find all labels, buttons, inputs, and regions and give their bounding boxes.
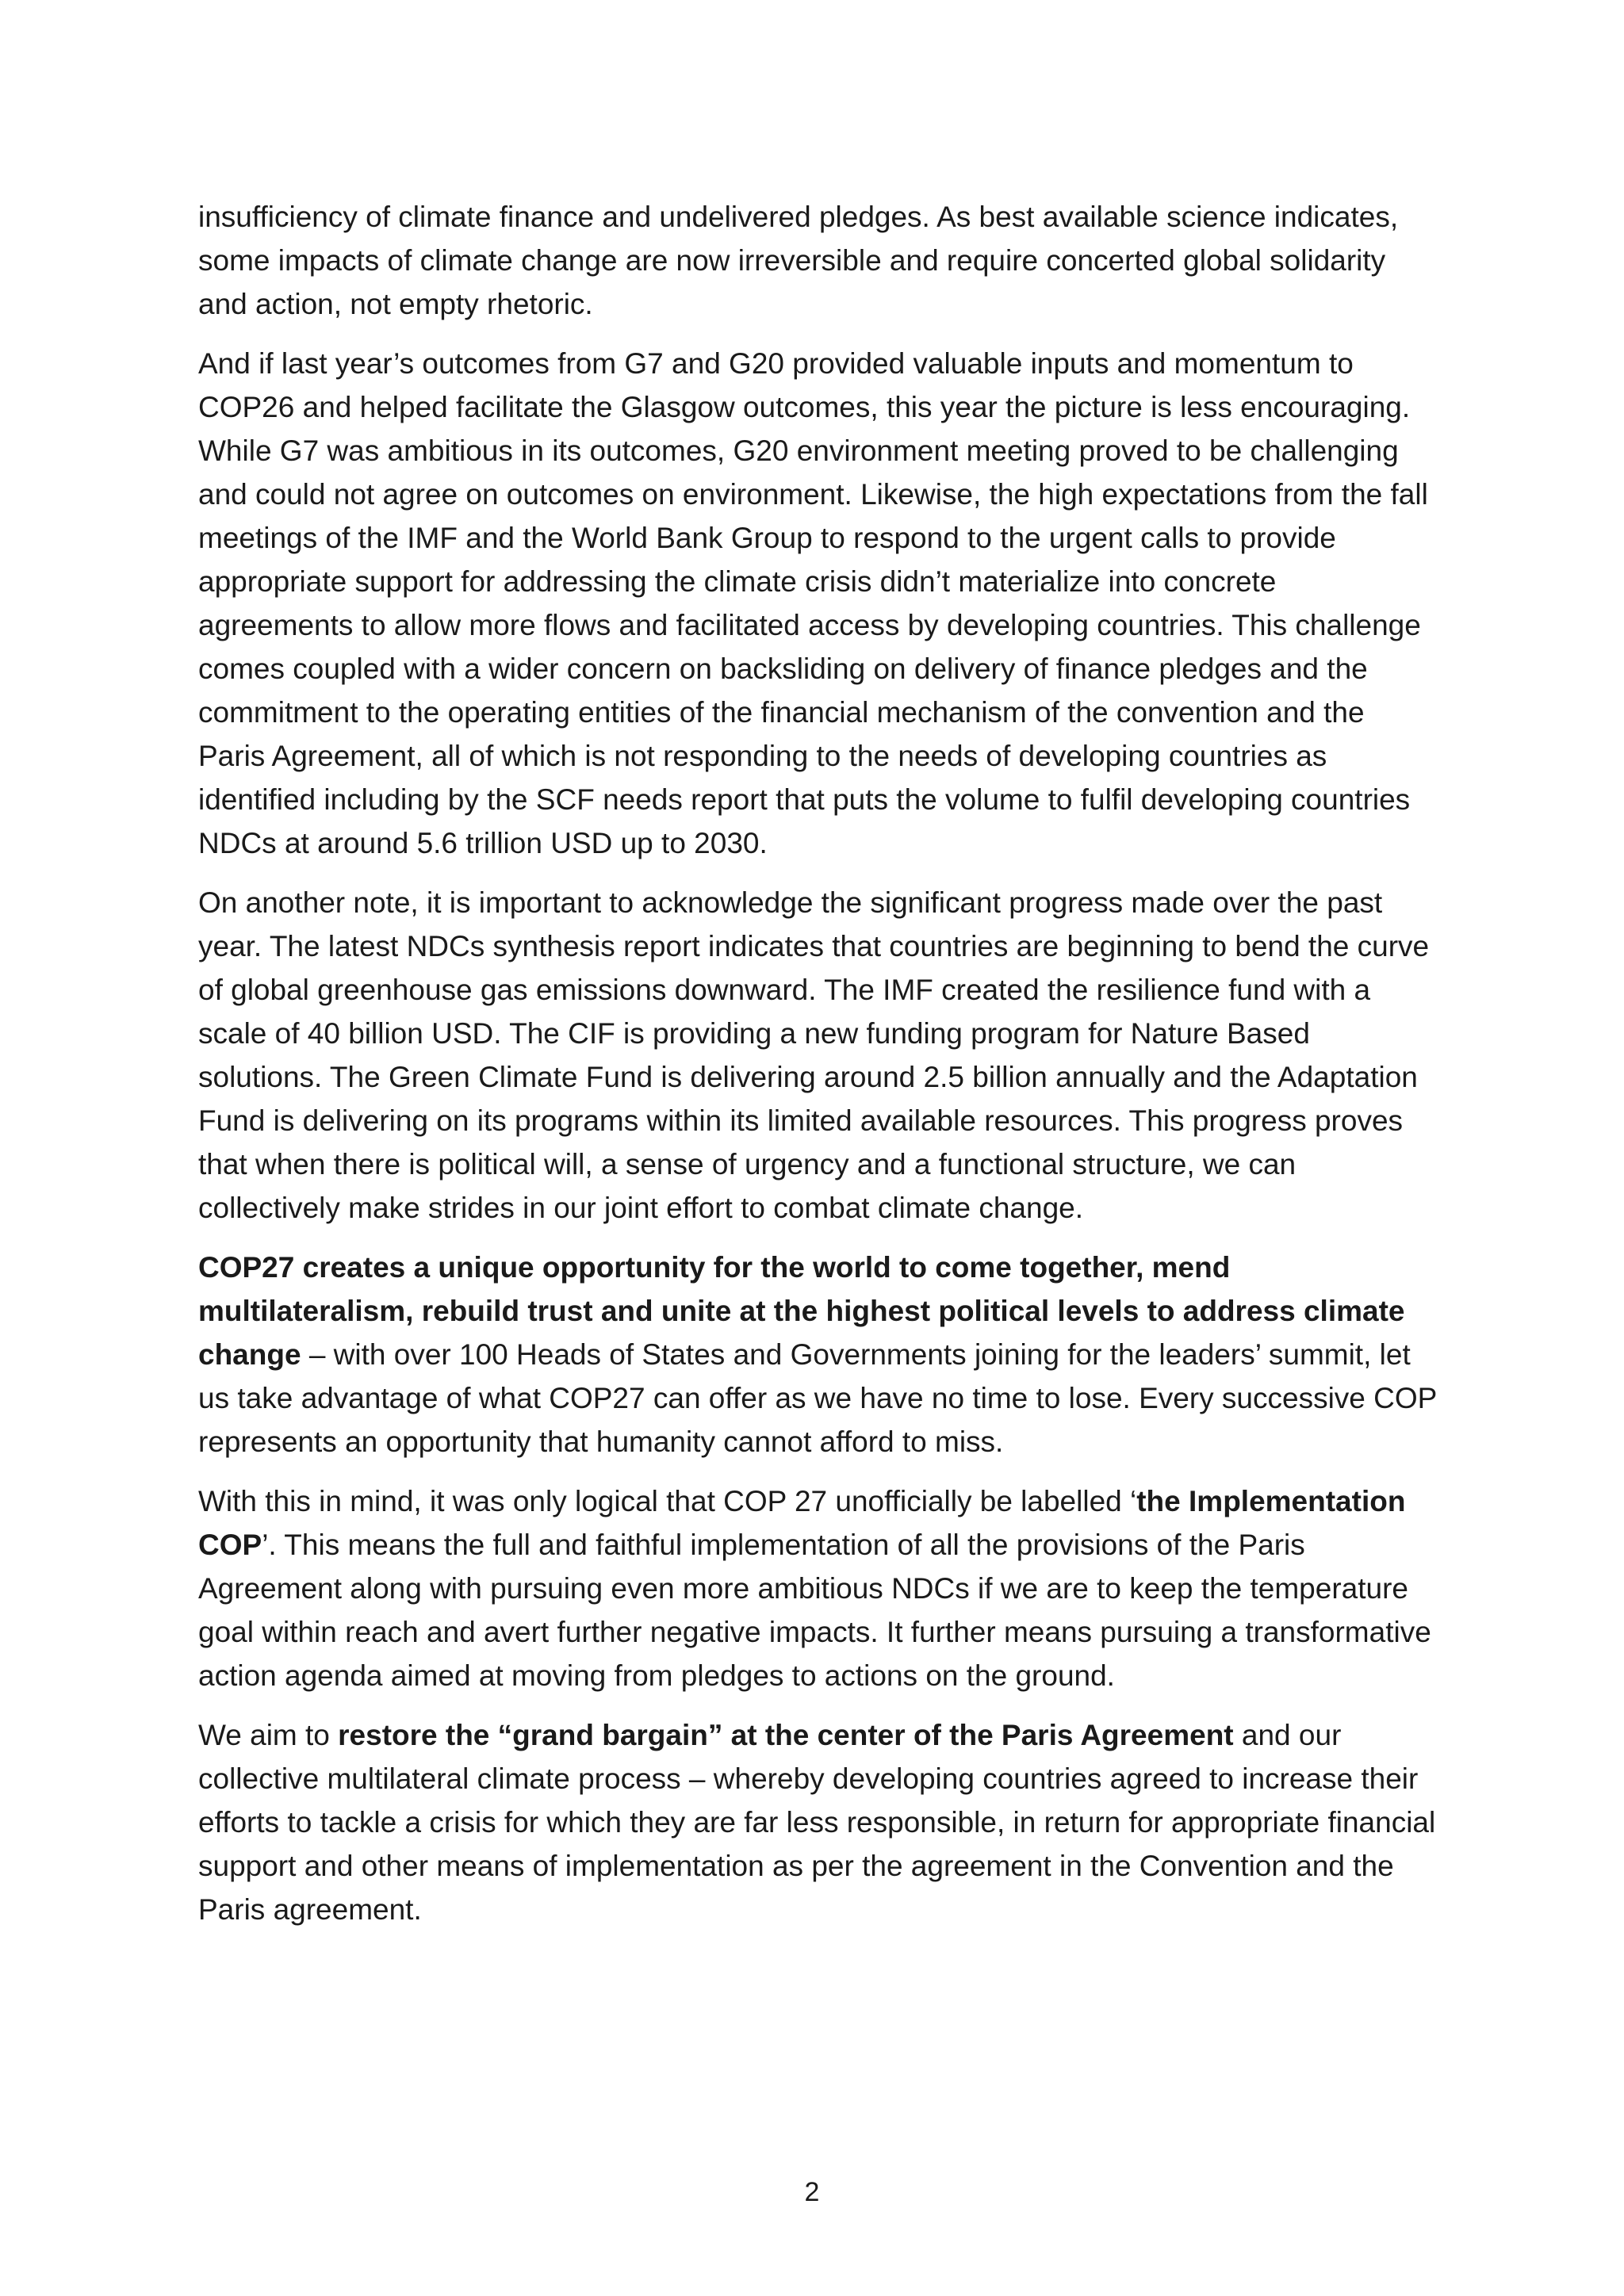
bold-phrase: the Implementation COP — [198, 1485, 1406, 1561]
paragraph-text: With this in mind, it was only logical that COP 27 unofficially be labelled ‘ — [198, 1485, 1137, 1517]
body-text — [198, 195, 1439, 1947]
bold-phrase: restore the “grand bargain” at the center of the Paris Agreement — [338, 1719, 1234, 1751]
paragraph-grand-bargain — [198, 1713, 1439, 1931]
paragraph-implementation-cop — [198, 1479, 1439, 1697]
bold-phrase: COP27 creates a unique opportunity for the world to come together, mend multilateralism, rebuild trust and unite at the highest political levels to address climate change — [198, 1251, 1405, 1371]
paragraph-progress — [198, 881, 1439, 1230]
page-number: 2 — [804, 2177, 820, 2207]
paragraph-text: And if last year’s outcomes from G7 and G20 provided valuable inputs and momentum to COP26 and helped facilitate the Glasgow outcomes, this year the picture is less encouraging. While G7 was ambitious in its outcomes, G20 environment meeting proved to be challenging and could not agree on outcomes on environment. Likewise, the high expectations from the fall meetings of the IMF and the World Bank Group to respond to the urgent calls to provide appropriate support for addressing the climate crisis didn’t materialize into concrete agreements to allow more flows and facilitated access by developing countries. This challenge comes coupled with a wider concern on backsliding on delivery of finance pledges and the commitment to the operating entities of the financial mechanism of the convention and the Paris Agreement, all of which is not responding to the needs of developing countries as identified including by the SCF needs report that puts the volume to fulfil developing countries NDCs at around 5.6 trillion USD up to 2030. — [198, 347, 1428, 859]
paragraph-text: and our collective multilateral climate process – whereby developing countries agreed to increase their efforts to tackle a crisis for which they are far less responsible, in return for appropriate financial support and other means of implementation as per the agreement in the Convention and the Paris agreement. — [198, 1719, 1436, 1926]
paragraph-text: We aim to — [198, 1719, 339, 1751]
paragraph-text: – with over 100 Heads of States and Governments joining for the leaders’ summit, let us take advantage of what COP27 can offer as we have no time to lose. Every successive COP represents an opportunity that humanity cannot afford to miss. — [198, 1338, 1437, 1458]
paragraph-g7-g20 — [198, 342, 1439, 865]
paragraph-climate-finance — [198, 195, 1439, 326]
paragraph-cop27-opportunity — [198, 1246, 1439, 1464]
paragraph-text: insufficiency of climate finance and undelivered pledges. As best available science indicates, some impacts of climate change are now irreversible and require concerted global solidarity and action, not empty rhetoric. — [198, 201, 1399, 320]
paragraph-text: On another note, it is important to acknowledge the significant progress made over the past year. The latest NDCs synthesis report indicates that countries are beginning to bend the curve of global greenhouse gas emissions downward. The IMF created the resilience fund with a scale of 40 billion USD. The CIF is providing a new funding program for Nature Based solutions. The Green Climate Fund is delivering around 2.5 billion annually and the Adaptation Fund is delivering on its programs within its limited available resources. This progress proves that when there is political will, a sense of urgency and a functional structure, we can collectively make strides in our joint effort to combat climate change. — [198, 886, 1430, 1224]
paragraph-text: ’. This means the full and faithful implementation of all the provisions of the Paris Agreement along with pursuing even more ambitious NDCs if we are to keep the temperature goal within reach and avert further negative impacts. It further means pursuing a transformative action agenda aimed at moving from pledges to actions on the ground. — [198, 1529, 1431, 1692]
